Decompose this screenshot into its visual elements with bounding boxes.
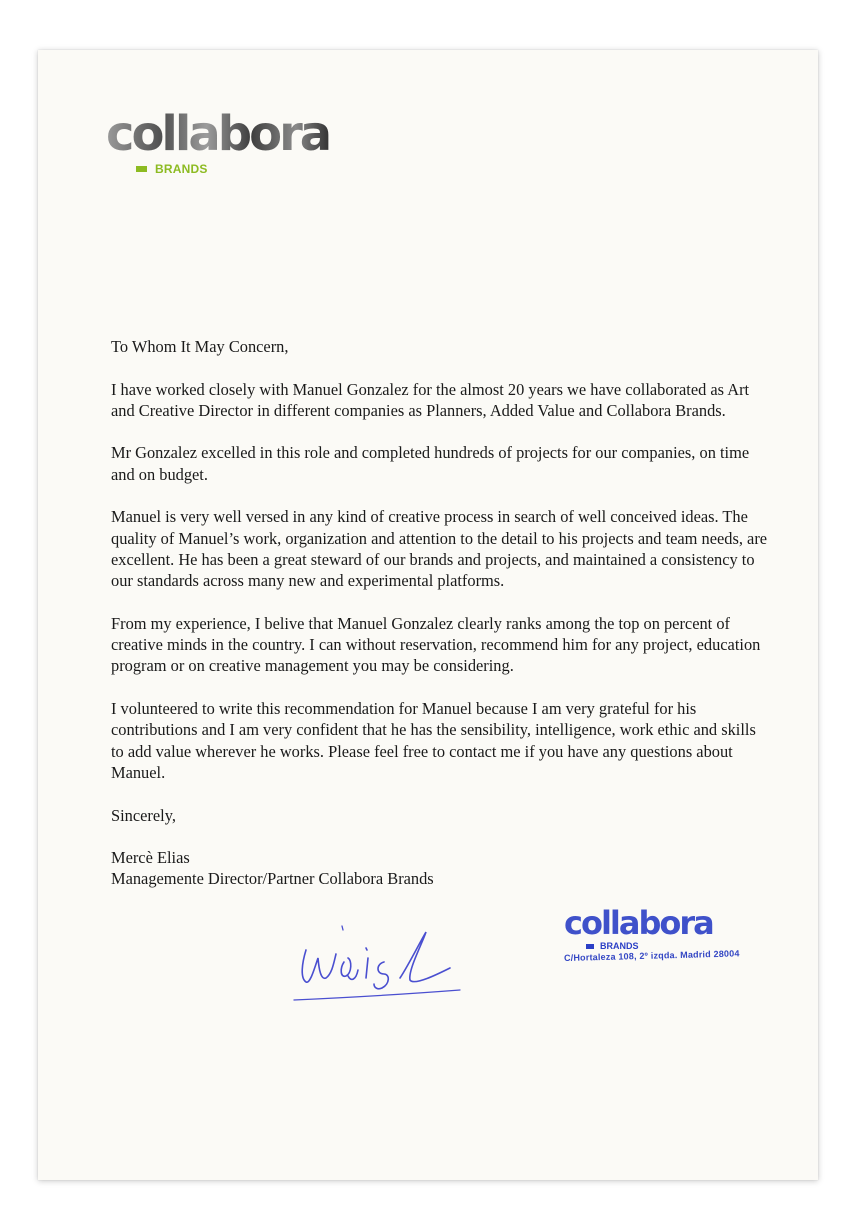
stamp-wordmark: collabora: [564, 904, 713, 942]
signer-name: Mercè Elias: [111, 848, 190, 868]
paragraph-5: I volunteered to write this recommendation for Manuel because I am very grateful for his contributions and I am very confident that he has the sensibility, intelligence, work ethic and skills to add value wherever he works. Please feel free to contact me if you have any questions about Manuel.: [111, 699, 756, 782]
logo-wordmark: collabora: [106, 106, 330, 162]
stamp-square-icon: [586, 944, 594, 949]
company-stamp: [564, 906, 740, 963]
paragraph-3: Manuel is very well versed in any kind of creative process in search of well conceived ideas. The quality of Manuel’s work, organization and attention to the detail to his projects and team needs, are excellent. He has been a great steward of our brands and projects, and maintained a consistency to our standards across many new and experimental platforms.: [111, 507, 768, 591]
salutation: To Whom It May Concern,: [111, 337, 289, 356]
letter-page: [38, 50, 818, 1180]
logo-square-icon: [136, 166, 147, 172]
letter-body: [111, 336, 771, 890]
paragraph-4: From my experience, I belive that Manuel Gonzalez clearly ranks among the top on percent of creative minds in the country. I can without reservation, recommend him for any project, education program or on creative management you may be considering.: [111, 613, 761, 676]
logo-brands-label: BRANDS: [155, 162, 208, 176]
logo-subline: [136, 162, 329, 176]
paragraph-2: Mr Gonzalez excelled in this role and completed hundreds of projects for our companies, on time and on budget.: [111, 443, 750, 484]
paragraph-1: I have worked closely with Manuel Gonzalez for the almost 20 years we have collaborated as Art and Creative Director in different companies as Planners, Added Value and Collabora Brands.: [111, 379, 750, 420]
handwritten-signature: [288, 918, 468, 1008]
closing: Sincerely,: [111, 805, 176, 825]
stamp-address: C/Hortaleza 108, 2º izqda. Madrid 28004: [563, 948, 740, 963]
signer-title: Managemente Director/Partner Collabora Brands: [111, 869, 434, 889]
company-logo: [106, 106, 330, 176]
stamp-brands-label: BRANDS: [600, 941, 639, 951]
